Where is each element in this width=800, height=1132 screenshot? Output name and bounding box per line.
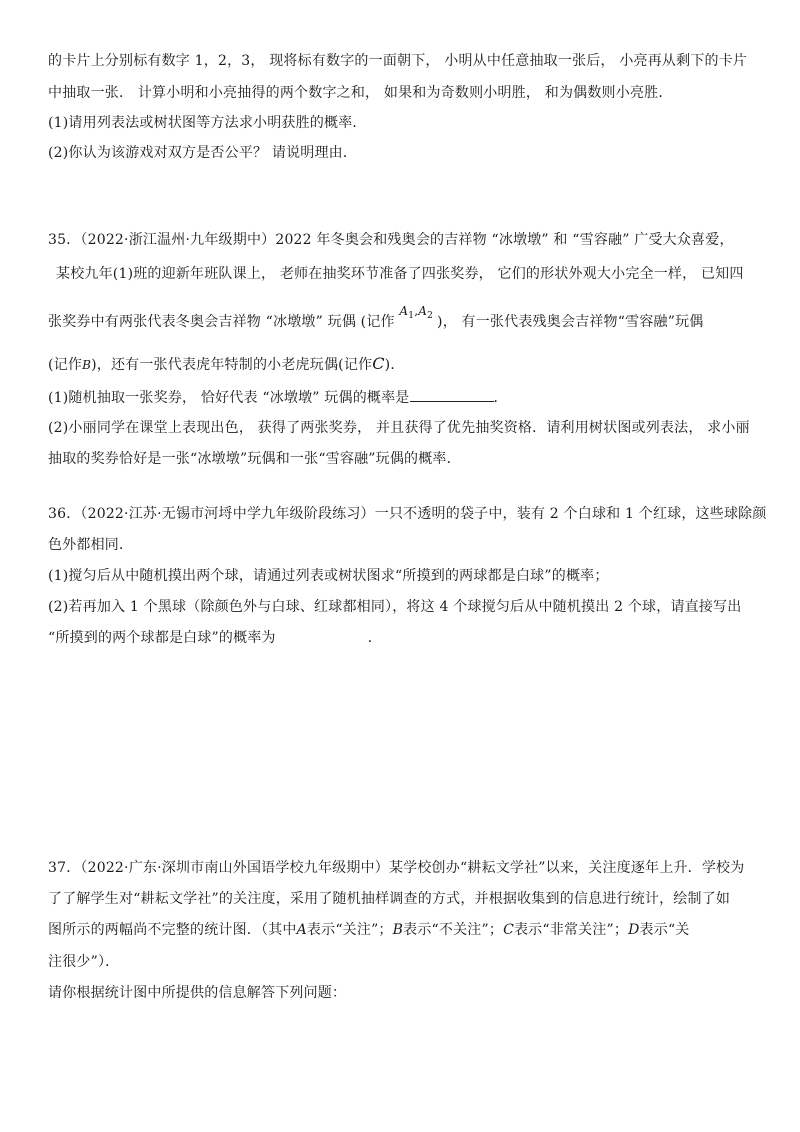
text-segment: (记作 (48, 357, 83, 373)
question-2: (2)你认为该游戏对双方是否公平？ 请说明理由． (48, 145, 358, 161)
answer-blank[interactable] (410, 387, 494, 402)
text-line: 色外都相同． (48, 537, 134, 553)
problem-36-header: 36．（2022·江苏·无锡市河埒中学九年级阶段练习）一只不透明的袋子中，装有 2 个白球和 1 个红球，这些球除颜 (48, 506, 767, 522)
period: ． (493, 390, 508, 406)
text-line: 的卡片上分别标有数字 1，2，3， 现将标有数字的一面朝下， 小明从中任意抽取一张后， 小亮再从剩下的卡片 (48, 53, 748, 69)
var-d: D (628, 922, 640, 938)
text-line-with-formula (48, 354, 405, 375)
text-segment: )， 有一张代表残奥会吉祥物“雪容融”玩偶 (437, 314, 704, 330)
text-segment: 表示“关 (639, 922, 690, 938)
text-segment: )． (384, 357, 405, 373)
text-line: 某校九年(1)班的迎新年班队课上， 老师在抽奖环节准备了四张奖券， 它们的形状外观大小完全一样， 已知四 (56, 266, 744, 282)
text-segment: “所摸到的两个球都是白球”的概率为 (48, 630, 276, 646)
text-segment: 表示“不关注”； (403, 922, 504, 938)
question-2: (2)小丽同学在课堂上表现出色， 获得了两张奖券， 并且获得了优先抽奖资格．请利用树状图或列表法， 求小丽 (48, 420, 750, 436)
problem-35-header: 35．（2022·浙江温州·九年级期中）2022 年冬奥会和残奥会的吉祥物 “冰墩墩” 和 “雪容融” 广受大众喜爱， (48, 232, 734, 248)
var-a: A (399, 304, 409, 318)
question-1: (1)搅匀后从中随机摸出两个球，请通过列表或树状图求“所摸到的两球都是白球”的概率； (48, 568, 609, 584)
question-1: (1)请用列表法或树状图等方法求小明获胜的概率． (48, 115, 367, 131)
var-a: A (296, 922, 307, 938)
text-line: 请你根据统计图中所提供的信息解答下列问题： (48, 985, 347, 1001)
text-segment: 图所示的两幅尚不完整的统计图．（其中 (48, 922, 297, 938)
period: ． (367, 630, 382, 646)
text-segment: 表示“非常关注”； (513, 922, 629, 938)
text-segment: 表示“关注”； (306, 922, 393, 938)
comma: , (414, 304, 419, 318)
var-c: C (503, 922, 514, 938)
text-line: 注很少”）． (48, 954, 120, 970)
subscript: 1 (408, 311, 415, 321)
text-line: 抽取的奖券恰好是一张“冰墩墩”玩偶和一张“雪容融”玩偶的概率． (48, 451, 461, 467)
formula-a1-a2 (399, 304, 437, 321)
var-c: C (372, 354, 385, 373)
subscript: 2 (427, 311, 434, 321)
problem-37-header: 37．（2022·广东·深圳市南山外国语学校九年级期中）某学校创办“耕耘文学社”以来，关注度逐年上升．学校为 (48, 860, 745, 876)
text-line (48, 920, 690, 940)
question-1 (48, 387, 508, 408)
text-line: 了了解学生对“耕耘文学社”的关注度，采用了随机抽样调查的方式，并根据收集到的信息进行统计，绘制了如 (48, 891, 731, 907)
text-segment: 张奖券中有两张代表冬奥会吉祥物 “冰墩墩” 玩偶 (记作 (48, 314, 395, 330)
var-a: A (418, 304, 428, 318)
var-b: B (82, 358, 92, 372)
text-line (48, 628, 382, 648)
text-segment: (1)随机抽取一张奖券， 恰好代表 “冰墩墩” 玩偶的概率是 (48, 390, 410, 406)
text-line-with-formula (48, 304, 704, 334)
text-segment: )，还有一张代表虎年特制的小老虎玩偶(记作 (91, 357, 373, 373)
text-line: 中抽取一张． 计算小明和小亮抽得的两个数字之和， 如果和为奇数则小明胜， 和为偶数则小亮胜． (48, 85, 673, 101)
var-b: B (392, 922, 404, 938)
question-2: (2)若再加入 1 个黑球（除颜色外与白球、红球都相同），将这 4 个球搅匀后从中随机摸出 2 个球，请直接写出 (48, 599, 742, 615)
